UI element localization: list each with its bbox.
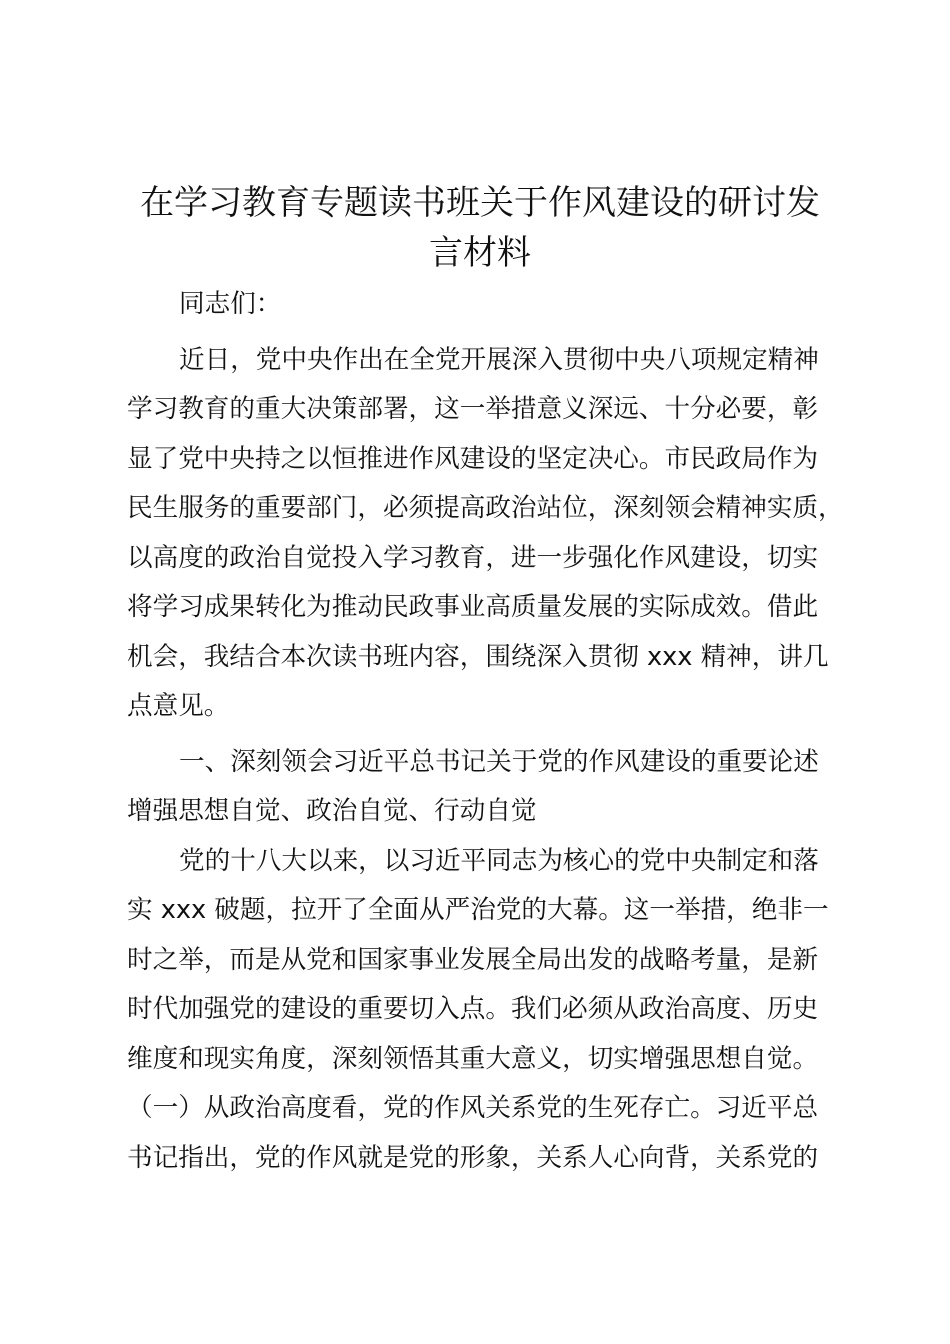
paragraph-intro (127, 336, 847, 732)
paragraph-line: 近日，党中央作出在全党开展深入贯彻中央八项规定精神 (179, 344, 819, 375)
paragraph-line: 民生服务的重要部门，必须提高政治站位，深刻领会精神实质， (127, 493, 844, 523)
paragraph-line: （一）从政治高度看，党的作风关系党的生死存亡。习近平总 (127, 1093, 819, 1123)
salutation: 同志们： (179, 289, 282, 319)
document-title (110, 178, 850, 278)
paragraph-line: 党的十八大以来，以习近平同志为核心的党中央制定和落 (179, 845, 819, 876)
paragraph-line: 以高度的政治自觉投入学习教育，进一步强化作风建设，切实 (127, 542, 819, 573)
paragraph-line: 将学习成果转化为推动民政事业高质量发展的实际成效。借此 (127, 592, 819, 622)
title-line-1: 在学习教育专题读书班关于作风建设的研讨发 (140, 183, 820, 223)
paragraph-line: 时之举，而是从党和国家事业发展全局出发的战略考量，是新 (127, 944, 819, 975)
paragraph-line: 时代加强党的建设的重要切入点。我们必须从政治高度、历史 (127, 994, 819, 1024)
section-heading-1 (127, 738, 847, 837)
title-line-2: 言材料 (429, 233, 531, 273)
heading-line: 一、深刻领会习近平总书记关于党的作风建设的重要论述 (179, 746, 819, 777)
paragraph-section-1 (127, 837, 847, 1184)
paragraph-line: 实 xxx 破题，拉开了全面从严治党的大幕。这一举措，绝非一 (127, 895, 829, 925)
document-body (127, 280, 847, 1183)
paragraph-line: 维度和现实角度，深刻领悟其重大意义，切实增强思想自觉。 (127, 1043, 819, 1074)
paragraph-line: 学习教育的重大决策部署，这一举措意义深远、十分必要，彰 (127, 394, 819, 424)
heading-line: 增强思想自觉、政治自觉、行动自觉 (127, 796, 537, 826)
paragraph-line: 显了党中央持之以恒推进作风建设的坚定决心。市民政局作为 (127, 443, 819, 474)
paragraph-line: 点意见。 (127, 691, 230, 721)
paragraph-line: 书记指出，党的作风就是党的形象，关系人心向背，关系党的 (127, 1142, 819, 1173)
paragraph-line: 机会，我结合本次读书班内容，围绕深入贯彻 xxx 精神，讲几 (127, 641, 829, 672)
